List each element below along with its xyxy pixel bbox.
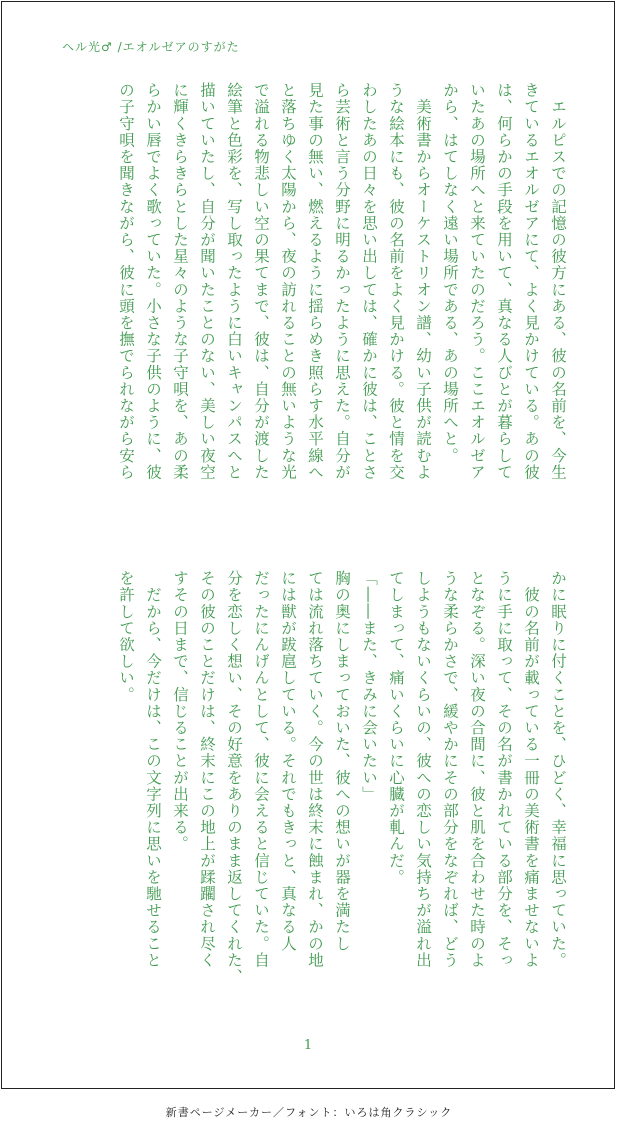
- text-column: ては流れ落ちていく。今の世は終末に蝕まれ、かの地: [306, 570, 324, 969]
- text-column: となぞる。深い夜の合間に、彼と肌を合わせた時のよ: [468, 570, 486, 969]
- text-column: かに眠りに付くことを、ひどく、幸福に思っていた。: [549, 570, 567, 969]
- text-column: いたあの場所へと来ていたのだろう。ここエオルゼア: [468, 82, 486, 481]
- page-header: ヘル光♂ /エオルゼアのすがた: [62, 40, 240, 54]
- text-column: から、はてしなく遠い場所である、あの場所へと。: [441, 82, 459, 464]
- text-column: その彼のことだけは、終末にこの地上が蹂躙され尽く: [198, 570, 216, 969]
- text-column: 絵筆と色彩を、写し取ったように白いキャンパスへと: [225, 82, 243, 481]
- text-column: に輝くきらきらとした星々のような子守唄を、あの柔: [171, 82, 189, 481]
- text-column: と落ちゆく太陽から、夜の訪れることの無いような光: [279, 82, 297, 481]
- text-column: の子守唄を聞きながら、彼に頭を撫でられながら安ら: [117, 82, 135, 481]
- text-column: すその日まで、信じることが出来る。: [171, 570, 189, 853]
- text-column: 分を恋しく想い、その好意をありのまま返してくれた、: [225, 570, 243, 985]
- text-column: きているエオルゼアにて、よく見かけている。あの彼: [522, 82, 540, 481]
- text-column: しようもないくらいの、彼への恋しい気持ちが溢れ出: [414, 570, 432, 969]
- text-block-top: [48, 82, 568, 526]
- text-column: うに手に取って、その名が書かれている部分を、そっ: [495, 570, 513, 969]
- footer-credit: 新書ページメーカー／フォント：いろは角クラシック: [165, 1106, 453, 1119]
- text-column: だったにんげんとして、彼に会えると信じていた。自: [252, 570, 270, 969]
- text-column: で溢れる物悲しい空の果てまで、彼は、自分が渡した: [252, 82, 270, 481]
- text-column: 描いていたし、自分が聞いたことのない、美しい夜空: [198, 82, 216, 481]
- text-column: てしまって、痛いくらいに心臓が軋んだ。: [387, 570, 405, 886]
- text-column: うな柔らかさで、緩やかにその部分をなぞれば、どう: [441, 570, 459, 969]
- page-number: 1: [303, 1038, 313, 1053]
- text-column: 胸の奥にしまっておいた、彼への想いが器を満たし: [333, 570, 351, 952]
- text-block-bottom: [48, 570, 568, 1024]
- text-column: 見た事の無い、燃えるように揺らめき照らす水平線へ: [306, 82, 324, 481]
- text-column: 美術書からオーケストリオン譜、幼い子供が読むよ: [414, 82, 432, 481]
- text-column: だから、今だけは、この文字列に思いを馳せること: [144, 570, 162, 969]
- text-column: わしたあの日々を思い出しては、確かに彼は、ことさ: [360, 82, 378, 481]
- text-column: エルピスでの記憶の彼方にある、彼の名前を、今生: [549, 82, 567, 481]
- text-column: らかい唇でよく歌っていた。小さな子供のように、彼: [144, 82, 162, 481]
- text-column: 「――また、きみに会いたい」: [360, 570, 378, 803]
- text-column: は、何らかの手段を用いて、真なる人びとが暮らして: [495, 82, 513, 481]
- text-column: 彼の名前が載っている一冊の美術書を痛ませないよ: [522, 570, 540, 969]
- text-column: を許して欲しい。: [117, 570, 135, 703]
- text-column: ら芸術と言う分野に明るかったように思えた。自分が: [333, 82, 351, 481]
- text-column: うな絵本にも、彼の名前をよく見かける。彼と情を交: [387, 82, 405, 481]
- novel-page: [1, 1, 615, 1089]
- text-column: には獣が跋扈している。それでもきっと、真なる人: [279, 570, 297, 952]
